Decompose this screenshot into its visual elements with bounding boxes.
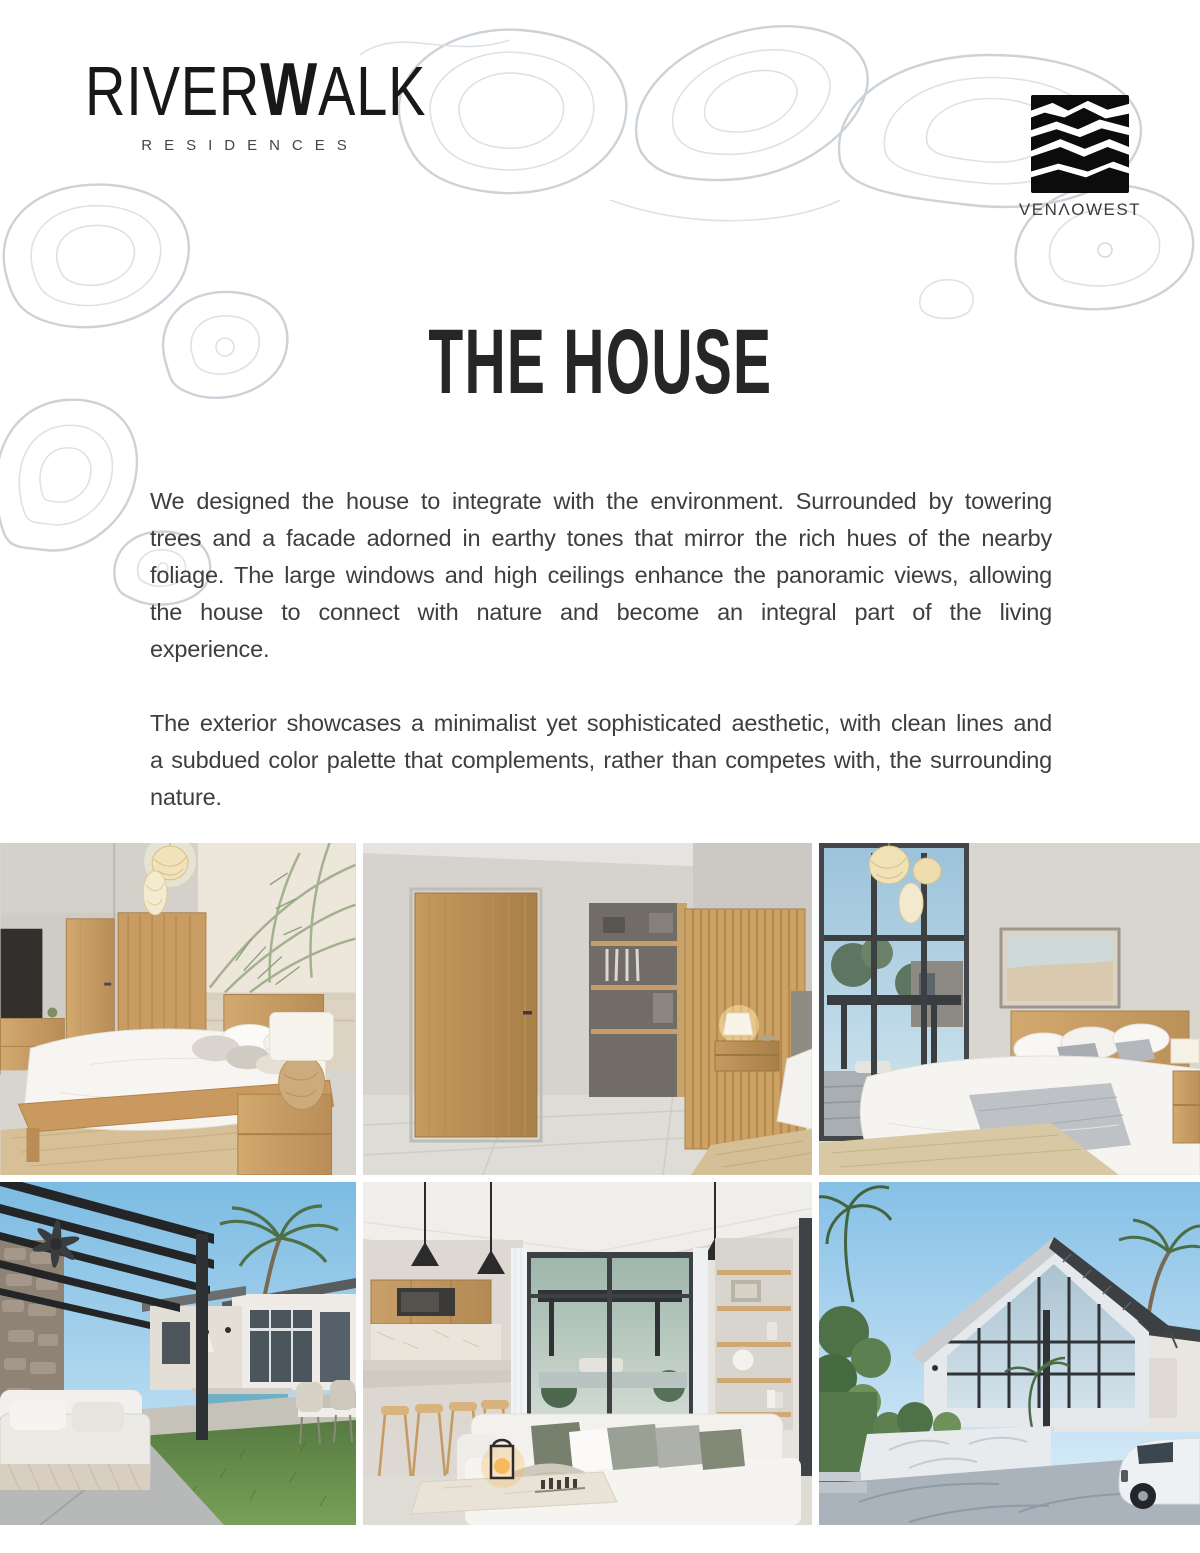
brand-subtitle: RESIDENCES <box>141 137 359 154</box>
brand-wordmark <box>85 48 427 132</box>
intro-copy <box>150 483 1052 816</box>
photo-house-exterior <box>819 1182 1200 1525</box>
brand-suffix: ALK <box>318 52 427 130</box>
brand-riverwalk <box>85 48 427 154</box>
page-title <box>0 311 1200 413</box>
photo-bedroom-palm-mural <box>0 843 356 1175</box>
partner-wordmark <box>1012 200 1148 220</box>
peak-a-icon: Λ <box>1058 200 1072 219</box>
intro-paragraph-2: The exterior showcases a minimalist yet sophisticated aesthetic, with clean lines and a subdued color palette that complements, rather than competes with, the surrounding nature. <box>150 710 1052 810</box>
brand-w-emphasis: W <box>260 48 319 132</box>
partner-prefix: VEN <box>1018 200 1059 219</box>
photo-bedroom-terrace-view <box>819 843 1200 1175</box>
photo-living-kitchen <box>363 1182 812 1525</box>
photo-terrace-pergola-garden <box>0 1182 356 1525</box>
page-title-text: THE HOUSE <box>428 311 772 413</box>
intro-paragraph-1: We designed the house to integrate with the environment. Surrounded by towering trees and a facade adorned in earthy tones that mirror the rich hues of the nearby foliage. The large windows and high ceilings enhance the panoramic views, allowing the house to connect with nature and become an integral part of the living experience. <box>150 488 1052 662</box>
photo-bedroom-closet-partition <box>363 843 812 1175</box>
venao-west-logo <box>1012 95 1148 220</box>
mountain-ridges-icon <box>1031 95 1129 193</box>
brand-prefix: RIVER <box>85 52 261 130</box>
partner-suffix: OWEST <box>1071 200 1142 219</box>
